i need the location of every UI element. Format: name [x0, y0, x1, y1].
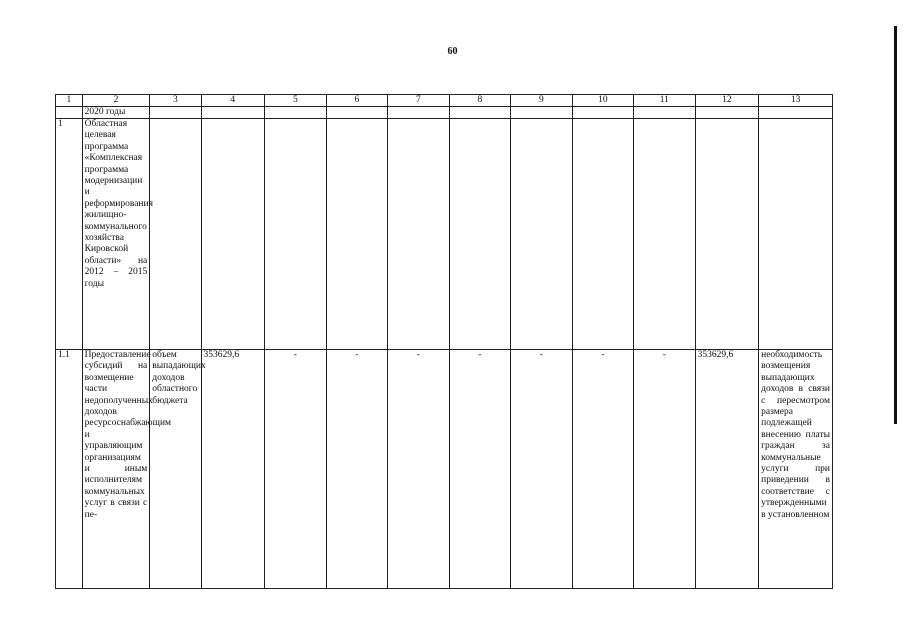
table-cell	[634, 119, 696, 350]
header-cell: 10	[572, 95, 634, 107]
header-cell: 5	[265, 95, 327, 107]
value-cell: -	[449, 350, 511, 589]
program-row	[56, 119, 833, 350]
header-row	[56, 95, 833, 107]
header-cell: 11	[634, 95, 696, 107]
table-cell	[150, 107, 201, 119]
header-cell: 2	[82, 95, 150, 107]
row-number-cell: 1.1	[56, 350, 83, 589]
header-cell: 3	[150, 95, 201, 107]
table-cell	[150, 119, 201, 350]
scan-edge-bar	[894, 26, 897, 424]
header-cell: 9	[511, 95, 573, 107]
header-cell: 7	[388, 95, 450, 107]
table-cell	[265, 107, 327, 119]
subsidy-row	[56, 350, 833, 589]
value-cell: -	[511, 350, 573, 589]
header-cell: 13	[759, 95, 833, 107]
years-row	[56, 107, 833, 119]
indicator-cell: объем выпадающих доходов областного бюджета	[150, 350, 201, 589]
table-cell	[449, 119, 511, 350]
measure-name-cell: Предоставление субсидий на возмещение части недополученных доходов ресурсоснабжающим и управляющим организациям и иным исполнителям коммунальных услуг в связи с пе-	[82, 350, 150, 589]
col12-value-cell: 353629,6	[695, 350, 759, 589]
value-cell: -	[572, 350, 634, 589]
table-cell	[388, 119, 450, 350]
page-number: 60	[447, 46, 458, 57]
table-cell	[511, 119, 573, 350]
table-cell	[759, 119, 833, 350]
value-cell: -	[634, 350, 696, 589]
value-cell: -	[265, 350, 327, 589]
header-cell: 8	[449, 95, 511, 107]
header-cell: 4	[201, 95, 265, 107]
table-cell	[572, 119, 634, 350]
table-cell	[265, 119, 327, 350]
table-cell	[326, 107, 388, 119]
row-number-cell: 1	[56, 119, 83, 350]
table-cell	[572, 107, 634, 119]
table-cell	[695, 107, 759, 119]
table-cell	[326, 119, 388, 350]
reason-cell: необходимость возмещения выпадающих доходов в связи с пересмотром размера подлежащей внесению платы граждан за коммунальные услуги при приведении в соответствие с утвержденными в установленном	[759, 350, 833, 589]
table-cell	[695, 119, 759, 350]
table-cell	[56, 107, 83, 119]
header-cell: 6	[326, 95, 388, 107]
table-cell	[759, 107, 833, 119]
table-cell	[449, 107, 511, 119]
value-cell: -	[388, 350, 450, 589]
total-value-cell: 353629,6	[201, 350, 265, 589]
data-table-container	[55, 94, 833, 589]
years-cell: 2020 годы	[82, 107, 150, 119]
table-cell	[634, 107, 696, 119]
header-cell: 1	[56, 95, 83, 107]
table-cell	[388, 107, 450, 119]
table-cell	[511, 107, 573, 119]
table-cell	[201, 119, 265, 350]
data-table	[55, 94, 833, 589]
header-cell: 12	[695, 95, 759, 107]
value-cell: -	[326, 350, 388, 589]
table-cell	[201, 107, 265, 119]
program-name-cell: Областная целевая программа «Комплексная программа модернизации и реформирования жилищно-коммунального хозяйства Кировской области» на 2012 – 2015 годы	[82, 119, 150, 350]
